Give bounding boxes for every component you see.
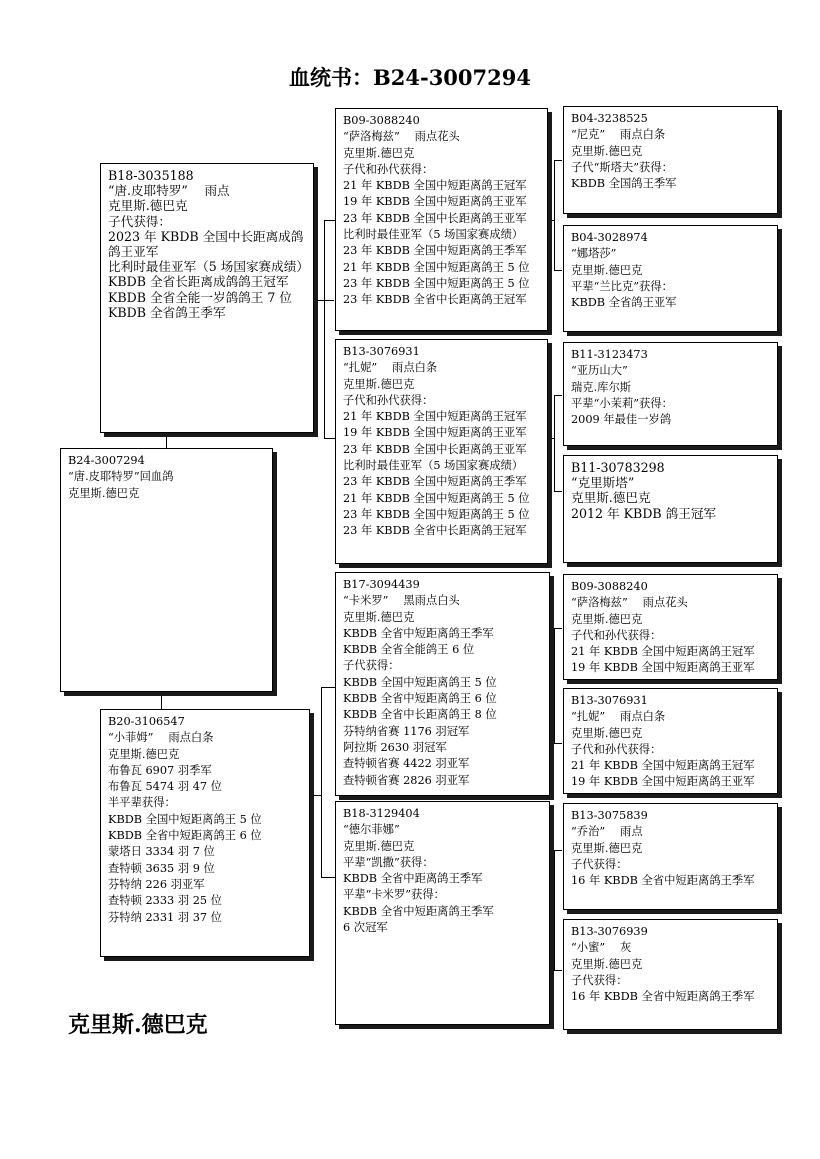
pigeon-name: “小蜜” 灰: [571, 941, 632, 955]
breeder-name: 克里斯.德巴克: [108, 747, 180, 761]
ring-number: B17-3094439: [343, 578, 420, 591]
achievement-line: 查特顿 3635 羽 9 位: [108, 861, 215, 875]
ring-number: B04-3238525: [571, 112, 648, 125]
connector-line: [324, 438, 335, 439]
ring-number: B24-3007294: [68, 454, 145, 467]
pedigree-card-sd-dam: [563, 455, 778, 563]
pigeon-name: “小菲姆” 雨点白条: [108, 731, 214, 745]
achievement-line: 平辈“凯撒”获得：: [343, 855, 434, 869]
connector-line: [554, 628, 562, 629]
achievement-line: 比利时最佳亚军（5 场国家赛成绩）: [343, 459, 524, 473]
achievement-line: 布鲁瓦 5474 羽 47 位: [108, 780, 222, 794]
achievement-line: 子代和孙代获得：: [571, 628, 662, 642]
pedigree-card-dam-dam: [335, 801, 550, 1025]
achievement-line: 阿拉斯 2630 羽冠军: [343, 740, 447, 754]
achievement-line: 芬特纳省赛 1176 羽冠军: [343, 724, 470, 738]
achievement-line: KBDB 全省鸽王季军: [108, 304, 226, 320]
breeder-name: 克里斯.德巴克: [571, 263, 643, 277]
pedigree-card-subject: [60, 448, 273, 692]
ring-number: B13-3076931: [571, 694, 648, 707]
achievement-line: 23 年 KBDB 全国中短距离鸽王季军: [343, 244, 527, 258]
ring-number: B09-3088240: [343, 114, 420, 127]
connector-line: [161, 692, 162, 709]
achievement-line: 23 年 KBDB 全国中长距离鸽王亚军: [343, 442, 527, 456]
achievement-line: 21 年 KBDB 全国中短距离鸽王 5 位: [343, 491, 530, 505]
breeder-name: 克里斯.德巴克: [108, 198, 188, 214]
connector-line: [554, 970, 562, 971]
achievement-line: 芬特纳 226 羽亚军: [108, 877, 205, 891]
ring-number: B13-3075839: [571, 809, 648, 822]
achievement-line: KBDB 全省鸽王亚军: [571, 296, 677, 310]
achievement-line: 平辈“小茉莉”获得：: [571, 396, 673, 410]
ring-number: B11-3123473: [571, 348, 648, 361]
pedigree-card-dam: [100, 709, 310, 957]
achievement-line: 查特顿省赛 4422 羽亚军: [343, 757, 470, 771]
achievement-line: 21 年 KBDB 全国中短距离鸽王冠军: [343, 410, 527, 424]
achievement-line: KBDB 全省全能一岁鸽鸽王 7 位: [108, 289, 292, 305]
pigeon-name: “扎妮” 雨点白条: [343, 361, 438, 375]
pedigree-card-sire: [100, 163, 314, 433]
pedigree-card-ds-sire: [563, 574, 778, 680]
achievement-line: KBDB 全省中短距离鸽王 6 位: [343, 692, 497, 706]
ring-number: B11-30783298: [571, 460, 665, 475]
pigeon-name: “唐.皮耶特罗” 雨点: [108, 183, 230, 199]
connector-line: [554, 491, 562, 492]
connector-line: [321, 877, 335, 878]
achievement-line: 21 年 KBDB 全国中短距离鸽王 5 位: [343, 260, 530, 274]
ring-number: B09-3088240: [571, 580, 648, 593]
achievement-line: 23 年 KBDB 全国中短距离鸽王季军: [343, 475, 527, 489]
connector-line: [324, 220, 325, 438]
achievement-line: KBDB 全国中短距离鸽王 5 位: [108, 812, 262, 826]
pedigree-card-ss-sire: [563, 106, 778, 214]
achievement-line: 19 年 KBDB 全国中短距离鸽王亚军: [343, 195, 527, 209]
achievement-line: KBDB 全省长距离成鸽鸽王冠军: [108, 274, 289, 290]
pigeon-name: “尼克” 雨点白条: [571, 128, 666, 142]
achievement-line: 23 年 KBDB 全省中长距离鸽王冠军: [343, 293, 527, 307]
connector-line: [554, 395, 555, 491]
breeder-name: 克里斯.德巴克: [68, 486, 140, 500]
achievement-line: 23 年 KBDB 全国中短距离鸽王 5 位: [343, 507, 530, 521]
breeder-name: 克里斯.德巴克: [343, 839, 415, 853]
pedigree-card-dam-sire: [335, 572, 550, 796]
pedigree-card-sd-sire: [563, 342, 778, 446]
connector-line: [554, 743, 562, 744]
achievement-line: KBDB 全省中短距离鸽王季军: [343, 626, 494, 640]
achievement-line: 23 年 KBDB 全省中长距离鸽王冠军: [343, 524, 527, 538]
pigeon-name: “德尔菲娜”: [343, 823, 400, 837]
achievement-line: 23 年 KBDB 全国中长距离鸽王亚军: [343, 211, 527, 225]
breeder-name: 克里斯.德巴克: [343, 610, 415, 624]
achievement-line: 16 年 KBDB 全省中短距离鸽王季军: [571, 990, 755, 1004]
connector-line: [554, 160, 562, 161]
pedigree-card-sire-dam: [335, 339, 548, 564]
achievement-line: 21 年 KBDB 全国中短距离鸽王冠军: [343, 179, 527, 193]
achievement-line: KBDB 全省中短距离鸽王季军: [343, 904, 494, 918]
achievement-line: 子代获得：: [571, 973, 628, 987]
ring-number: B18-3035188: [108, 168, 194, 183]
pedigree-card-ss-dam: [563, 225, 778, 332]
breeder-name: 克里斯.德巴克: [571, 144, 643, 158]
breeder-name: 克里斯.德巴克: [343, 146, 415, 160]
connector-line: [554, 850, 562, 851]
breeder-signature: 克里斯.德巴克: [68, 1012, 208, 1038]
connector-line: [321, 687, 335, 688]
achievement-line: 子代获得：: [343, 659, 400, 673]
achievement-line: KBDB 全国鸽王季军: [571, 177, 677, 191]
ring-number: B04-3028974: [571, 231, 648, 244]
ring-number: B20-3106547: [108, 715, 185, 728]
achievement-line: 19 年 KBDB 全国中短距离鸽王亚军: [571, 775, 755, 789]
pigeon-name: “萨洛梅兹” 雨点花头: [571, 596, 688, 610]
achievement-line: 6 次冠军: [343, 921, 388, 935]
breeder-name: 克里斯.德巴克: [571, 957, 643, 971]
achievement-line: 平辈“兰比克”获得：: [571, 279, 673, 293]
connector-line: [554, 628, 555, 743]
achievement-line: 子代和孙代获得：: [343, 393, 434, 407]
breeder-name: 克里斯.德巴克: [571, 490, 651, 506]
achievement-line: 子代和孙代获得：: [571, 742, 662, 756]
pigeon-name: “扎妮” 雨点白条: [571, 710, 666, 724]
ring-number: B13-3076939: [571, 925, 648, 938]
connector-line: [324, 220, 335, 221]
pedigree-card-dd-dam: [563, 919, 778, 1030]
achievement-line: 子代“斯塔夫”获得：: [571, 160, 673, 174]
achievement-line: 2009 年最佳一岁鸽: [571, 413, 672, 427]
breeder-name: 克里斯.德巴克: [571, 841, 643, 855]
page-title: 血统书：B24-3007294: [289, 65, 531, 90]
achievement-line: 19 年 KBDB 全国中短距离鸽王亚军: [571, 661, 755, 675]
achievement-line: KBDB 全国中短距离鸽王 5 位: [343, 675, 497, 689]
achievement-line: 2012 年 KBDB 鸽王冠军: [571, 505, 717, 521]
achievement-line: KBDB 全省中长距离鸽王 8 位: [343, 708, 497, 722]
achievement-line: KBDB 全省全能鸽王 6 位: [343, 643, 475, 657]
breeder-name: 克里斯.德巴克: [571, 726, 643, 740]
achievement-line: KBDB 全省中距离鸽王季军: [343, 872, 483, 886]
achievement-line: 查特顿省赛 2826 羽亚军: [343, 773, 470, 787]
ring-number: B18-3129404: [343, 807, 420, 820]
achievement-line: 半平辈获得：: [108, 796, 176, 810]
connector-line: [554, 395, 562, 396]
breeder-name: 克里斯.德巴克: [571, 612, 643, 626]
breeder-name: 瑞克.库尔斯: [571, 380, 632, 394]
achievement-line: 查特顿 2333 羽 25 位: [108, 894, 222, 908]
achievement-line: 布鲁瓦 6907 羽季军: [108, 763, 212, 777]
pigeon-name: “亚历山大”: [571, 364, 628, 378]
pedigree-card-ds-dam: [563, 688, 778, 794]
pedigree-card-sire-sire: [335, 108, 548, 331]
achievement-line: 2023 年 KBDB 全国中长距离成鸽鸽王亚军: [108, 228, 304, 260]
connector-line: [554, 850, 555, 970]
connector-line: [554, 160, 555, 270]
achievement-line: 16 年 KBDB 全省中短距离鸽王季军: [571, 874, 755, 888]
achievement-line: 19 年 KBDB 全国中短距离鸽王亚军: [343, 426, 527, 440]
achievement-line: 子代获得：: [108, 213, 171, 229]
achievement-line: 平辈“卡米罗”获得：: [343, 888, 445, 902]
pigeon-name: “娜塔莎”: [571, 247, 617, 261]
achievement-line: 比利时最佳亚军（5 场国家赛成绩）: [108, 259, 309, 275]
achievement-line: 子代和孙代获得：: [343, 162, 434, 176]
breeder-name: 克里斯.德巴克: [343, 377, 415, 391]
achievement-line: 蒙塔日 3334 羽 7 位: [108, 845, 215, 859]
pigeon-name: “萨洛梅兹” 雨点花头: [343, 130, 460, 144]
pigeon-name: “唐.皮耶特罗”回血鸽: [68, 470, 174, 484]
connector-line: [554, 270, 562, 271]
achievement-line: 子代获得：: [571, 857, 628, 871]
achievement-line: 21 年 KBDB 全国中短距离鸽王冠军: [571, 645, 755, 659]
achievement-line: 21 年 KBDB 全国中短距离鸽王冠军: [571, 759, 755, 773]
achievement-line: KBDB 全省中短距离鸽王 6 位: [108, 829, 262, 843]
achievement-line: 芬特纳 2331 羽 37 位: [108, 910, 222, 924]
pigeon-name: “乔治” 雨点: [571, 825, 643, 839]
connector-line: [321, 687, 322, 877]
pigeon-name: “克里斯塔”: [571, 475, 635, 491]
pedigree-card-dd-sire: [563, 803, 778, 910]
achievement-line: 比利时最佳亚军（5 场国家赛成绩）: [343, 228, 524, 242]
achievement-line: 23 年 KBDB 全国中短距离鸽王 5 位: [343, 276, 530, 290]
pigeon-name: “卡米罗” 黑雨点白头: [343, 594, 460, 608]
ring-number: B13-3076931: [343, 345, 420, 358]
